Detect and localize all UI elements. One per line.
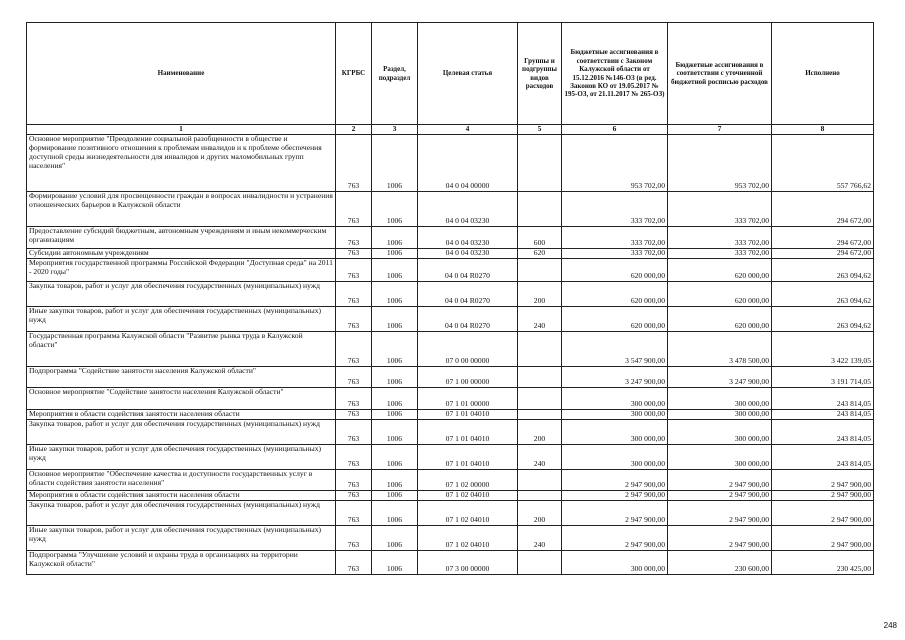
row-executed: 2 947 900,00: [772, 491, 874, 501]
row-name: Иные закупки товаров, работ и услуг для обеспечения государственных (муниципальных) нужд: [27, 307, 336, 332]
row-budget-law: 300 000,00: [562, 410, 668, 420]
row-budget-law: 300 000,00: [562, 388, 668, 410]
row-kgrbs: 763: [336, 192, 372, 227]
row-name: Мероприятия в области содействия занятости населения области: [27, 410, 336, 420]
row-group: [518, 470, 562, 491]
row-budget-updated: 953 702,00: [668, 135, 772, 192]
table-row: [27, 367, 874, 388]
table-row: [27, 282, 874, 307]
row-section: 1006: [372, 259, 418, 282]
row-executed: 2 947 900,00: [772, 501, 874, 526]
row-kgrbs: 763: [336, 259, 372, 282]
row-budget-updated: 230 600,00: [668, 551, 772, 575]
row-kgrbs: 763: [336, 526, 372, 551]
row-budget-law: 300 000,00: [562, 445, 668, 470]
row-kgrbs: 763: [336, 249, 372, 259]
row-target: 07 1 01 04010: [418, 420, 518, 445]
row-group: [518, 192, 562, 227]
row-name: Формирование условий для просвещенности граждан в вопросах инвалидности и устранения отношенческих барьеров в Калужской области: [27, 192, 336, 227]
row-executed: 2 947 900,00: [772, 470, 874, 491]
row-budget-law: 300 000,00: [562, 551, 668, 575]
row-executed: 263 094,62: [772, 282, 874, 307]
row-kgrbs: 763: [336, 135, 372, 192]
table-row: [27, 526, 874, 551]
column-number: 7: [668, 125, 772, 135]
row-executed: 557 766,62: [772, 135, 874, 192]
row-executed: 2 947 900,00: [772, 526, 874, 551]
table-body: [27, 135, 874, 575]
row-name: Закупка товаров, работ и услуг для обеспечения государственных (муниципальных) нужд: [27, 282, 336, 307]
row-section: 1006: [372, 410, 418, 420]
table-row: [27, 135, 874, 192]
row-kgrbs: 763: [336, 420, 372, 445]
row-group: 620: [518, 249, 562, 259]
row-budget-updated: 620 000,00: [668, 282, 772, 307]
header-budget-updated: Бюджетные ассигнования в соответствии с уточненной бюджетной росписью расходов: [668, 23, 772, 125]
row-name: Подпрограмма "Содействие занятости населения Калужской области": [27, 367, 336, 388]
table-row: [27, 445, 874, 470]
row-name: Основное мероприятие "Содействие занятости населения Калужской области": [27, 388, 336, 410]
row-executed: 230 425,00: [772, 551, 874, 575]
row-section: 1006: [372, 332, 418, 367]
row-executed: 243 814,05: [772, 420, 874, 445]
column-number: 4: [418, 125, 518, 135]
row-group: 240: [518, 307, 562, 332]
row-section: 1006: [372, 135, 418, 192]
row-section: 1006: [372, 445, 418, 470]
row-budget-updated: 620 000,00: [668, 307, 772, 332]
table-row: [27, 470, 874, 491]
column-number: 8: [772, 125, 874, 135]
row-budget-law: 3 547 900,00: [562, 332, 668, 367]
row-target: 07 1 02 04010: [418, 526, 518, 551]
row-budget-law: 620 000,00: [562, 282, 668, 307]
row-section: 1006: [372, 282, 418, 307]
column-number: 3: [372, 125, 418, 135]
row-section: 1006: [372, 192, 418, 227]
row-executed: 263 094,62: [772, 307, 874, 332]
row-budget-law: 2 947 900,00: [562, 470, 668, 491]
row-group: [518, 332, 562, 367]
row-budget-updated: 620 000,00: [668, 259, 772, 282]
row-executed: 243 814,05: [772, 388, 874, 410]
row-budget-law: 620 000,00: [562, 259, 668, 282]
row-name: Иные закупки товаров, работ и услуг для обеспечения государственных (муниципальных) нужд: [27, 526, 336, 551]
table-row: [27, 227, 874, 249]
row-section: 1006: [372, 420, 418, 445]
page-number: 248: [883, 621, 897, 630]
row-group: 200: [518, 282, 562, 307]
row-target: 07 1 01 00000: [418, 388, 518, 410]
table-row: [27, 551, 874, 575]
row-kgrbs: 763: [336, 470, 372, 491]
row-group: 600: [518, 227, 562, 249]
row-budget-updated: 300 000,00: [668, 410, 772, 420]
row-budget-law: 620 000,00: [562, 307, 668, 332]
row-kgrbs: 763: [336, 445, 372, 470]
row-kgrbs: 763: [336, 332, 372, 367]
row-executed: 3 191 714,05: [772, 367, 874, 388]
row-budget-updated: 2 947 900,00: [668, 470, 772, 491]
row-budget-updated: 333 702,00: [668, 227, 772, 249]
column-number: 1: [27, 125, 336, 135]
row-name: Подпрограмма "Улучшение условий и охраны труда в организациях на территории Калужской области": [27, 551, 336, 575]
row-name: Основное мероприятие "Обеспечение качества и доступности государственных услуг в области содействия занятости населения": [27, 470, 336, 491]
row-kgrbs: 763: [336, 227, 372, 249]
row-budget-updated: 300 000,00: [668, 445, 772, 470]
header-name: Наименование: [27, 23, 336, 125]
row-name: Мероприятия в области содействия занятости населения области: [27, 491, 336, 501]
row-budget-law: 333 702,00: [562, 249, 668, 259]
row-name: Иные закупки товаров, работ и услуг для обеспечения государственных (муниципальных) нужд: [27, 445, 336, 470]
row-budget-updated: 300 000,00: [668, 420, 772, 445]
row-kgrbs: 763: [336, 282, 372, 307]
row-section: 1006: [372, 227, 418, 249]
row-target: 04 0 04 R0270: [418, 282, 518, 307]
row-section: 1006: [372, 551, 418, 575]
row-name: Основное мероприятие "Преодоление социальной разобщенности в обществе и формирование позитивного отношения к проблемам инвалидов и к проблеме обеспечения доступной среды жизнедеятельности для инвалидов и других маломобильных групп населения": [27, 135, 336, 192]
column-number: 5: [518, 125, 562, 135]
table-row: [27, 410, 874, 420]
row-budget-updated: 3 478 500,00: [668, 332, 772, 367]
table-row: [27, 192, 874, 227]
row-target: 04 0 04 03230: [418, 227, 518, 249]
row-budget-law: 953 702,00: [562, 135, 668, 192]
row-target: 04 0 04 R0270: [418, 259, 518, 282]
budget-table: [26, 22, 874, 575]
row-budget-law: 333 702,00: [562, 192, 668, 227]
row-group: [518, 410, 562, 420]
row-kgrbs: 763: [336, 491, 372, 501]
row-kgrbs: 763: [336, 410, 372, 420]
row-section: 1006: [372, 388, 418, 410]
row-section: 1006: [372, 249, 418, 259]
column-number: 2: [336, 125, 372, 135]
row-budget-law: 300 000,00: [562, 420, 668, 445]
row-group: 200: [518, 501, 562, 526]
row-target: 07 1 02 04010: [418, 501, 518, 526]
row-group: [518, 367, 562, 388]
row-budget-updated: 333 702,00: [668, 249, 772, 259]
row-executed: 294 672,00: [772, 249, 874, 259]
row-group: 240: [518, 445, 562, 470]
row-executed: 294 672,00: [772, 192, 874, 227]
row-executed: 263 094,62: [772, 259, 874, 282]
row-group: 200: [518, 420, 562, 445]
header-kgrbs: КГРБС: [336, 23, 372, 125]
row-budget-law: 2 947 900,00: [562, 526, 668, 551]
row-group: [518, 259, 562, 282]
row-budget-updated: 300 000,00: [668, 388, 772, 410]
row-name: Субсидии автономным учреждениям: [27, 249, 336, 259]
table-row: [27, 307, 874, 332]
row-budget-updated: 3 247 900,00: [668, 367, 772, 388]
row-kgrbs: 763: [336, 307, 372, 332]
table-row: [27, 249, 874, 259]
row-target: 04 0 04 R0270: [418, 307, 518, 332]
row-executed: 3 422 139,05: [772, 332, 874, 367]
row-name: Мероприятия государственной программы Российской Федерации "Доступная среда" на 2011 - 2020 годы": [27, 259, 336, 282]
row-budget-updated: 2 947 900,00: [668, 491, 772, 501]
row-executed: 243 814,05: [772, 445, 874, 470]
row-target: 04 0 04 00000: [418, 135, 518, 192]
header-executed: Исполнено: [772, 23, 874, 125]
row-group: [518, 551, 562, 575]
row-group: [518, 135, 562, 192]
row-section: 1006: [372, 501, 418, 526]
row-section: 1006: [372, 491, 418, 501]
row-budget-law: 2 947 900,00: [562, 491, 668, 501]
row-target: 04 0 04 03230: [418, 249, 518, 259]
table-row: [27, 491, 874, 501]
table-row: [27, 420, 874, 445]
row-group: [518, 388, 562, 410]
row-section: 1006: [372, 307, 418, 332]
row-name: Предоставление субсидий бюджетным, автономным учреждениям и иным некоммерческим организациям: [27, 227, 336, 249]
row-target: 07 1 01 04010: [418, 445, 518, 470]
header-target: Целевая статья: [418, 23, 518, 125]
header-row: [27, 23, 874, 125]
row-name: Государственная программа Калужской области "Развитие рынка труда в Калужской области": [27, 332, 336, 367]
header-budget-law: Бюджетные ассигнования в соответствии с Законом Калужской области от 15.12.2016 №146-ОЗ (в ред. Законов КО от 19.05.2017 № 195-ОЗ, от 21.11.2017 № 265-ОЗ): [562, 23, 668, 125]
row-target: 07 1 00 00000: [418, 367, 518, 388]
row-kgrbs: 763: [336, 388, 372, 410]
row-budget-law: 333 702,00: [562, 227, 668, 249]
row-target: 07 1 02 04010: [418, 491, 518, 501]
row-executed: 243 814,05: [772, 410, 874, 420]
row-kgrbs: 763: [336, 367, 372, 388]
row-name: Закупка товаров, работ и услуг для обеспечения государственных (муниципальных) нужд: [27, 501, 336, 526]
table-row: [27, 388, 874, 410]
row-budget-updated: 2 947 900,00: [668, 501, 772, 526]
row-group: 240: [518, 526, 562, 551]
row-group: [518, 491, 562, 501]
row-section: 1006: [372, 470, 418, 491]
row-target: 04 0 04 03230: [418, 192, 518, 227]
row-name: Закупка товаров, работ и услуг для обеспечения государственных (муниципальных) нужд: [27, 420, 336, 445]
table-row: [27, 332, 874, 367]
row-budget-law: 3 247 900,00: [562, 367, 668, 388]
column-number-row: [27, 125, 874, 135]
column-number: 6: [562, 125, 668, 135]
row-target: 07 0 00 00000: [418, 332, 518, 367]
header-section: Раздел, подраздел: [372, 23, 418, 125]
row-executed: 294 672,00: [772, 227, 874, 249]
table-row: [27, 259, 874, 282]
header-groups: Группы и подгруппы видов расходов: [518, 23, 562, 125]
row-section: 1006: [372, 526, 418, 551]
row-kgrbs: 763: [336, 501, 372, 526]
row-target: 07 1 01 04010: [418, 410, 518, 420]
row-budget-updated: 333 702,00: [668, 192, 772, 227]
row-budget-updated: 2 947 900,00: [668, 526, 772, 551]
row-section: 1006: [372, 367, 418, 388]
row-budget-law: 2 947 900,00: [562, 501, 668, 526]
table-row: [27, 501, 874, 526]
row-kgrbs: 763: [336, 551, 372, 575]
row-target: 07 1 02 00000: [418, 470, 518, 491]
row-target: 07 3 00 00000: [418, 551, 518, 575]
